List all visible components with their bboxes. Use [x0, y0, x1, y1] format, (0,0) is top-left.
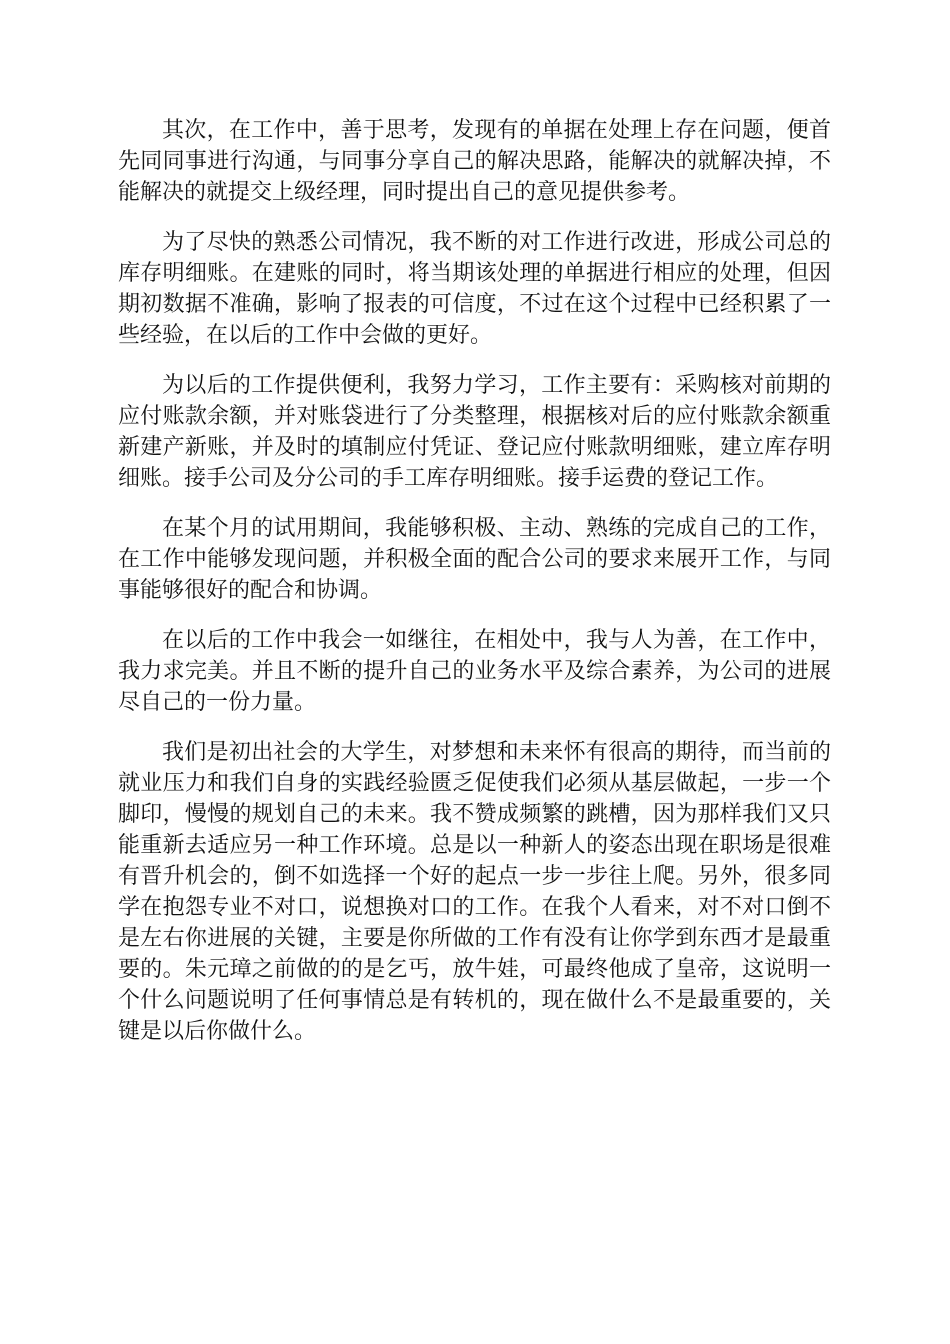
document-page [118, 115, 831, 1047]
paragraph-4: 在某个月的试用期间，我能够积极、主动、熟练的完成自己的工作，在工作中能够发现问题，并积极全面的配合公司的要求来展开工作，与同事能够很好的配合和协调。 [118, 516, 831, 603]
paragraph-2: 为了尽快的熟悉公司情况，我不断的对工作进行改进，形成公司总的库存明细账。在建账的同时，将当期该处理的单据进行相应的处理，但因期初数据不准确，影响了报表的可信度，不过在这个过程中已经积累了一些经验，在以后的工作中会做的更好。 [118, 230, 831, 348]
paragraph-5: 在以后的工作中我会一如继往，在相处中，我与人为善，在工作中，我力求完美。并且不断的提升自己的业务水平及综合素养，为公司的进展尽自己的一份力量。 [118, 628, 831, 715]
paragraph-3: 为以后的工作提供便利，我努力学习，工作主要有：采购核对前期的应付账款余额，并对账袋进行了分类整理，根据核对后的应付账款余额重新建产新账，并及时的填制应付凭证、登记应付账款明细账，建立库存明细账。接手公司及分公司的手工库存明细账。接手运费的登记工作。 [118, 373, 831, 491]
paragraph-6: 我们是初出社会的大学生，对梦想和未来怀有很高的期待，而当前的就业压力和我们自身的实践经验匮乏促使我们必须从基层做起，一步一个脚印，慢慢的规划自己的未来。我不赞成频繁的跳槽，因为那样我们又只能重新去适应另一种工作环境。总是以一种新人的姿态出现在职场是很难有晋升机会的，倒不如选择一个好的起点一步一步往上爬。另外，很多同学在抱怨专业不对口，说想换对口的工作。在我个人看来，对不对口倒不是左右你进展的关键，主要是你所做的工作有没有让你学到东西才是最重要的。朱元璋之前做的的是乞丐，放牛娃，可最终他成了皇帝，这说明一个什么问题说明了任何事情总是有转机的，现在做什么不是最重要的，关键是以后你做什么。 [118, 740, 831, 1044]
paragraph-1: 其次，在工作中，善于思考，发现有的单据在处理上存在问题，便首先同同事进行沟通，与同事分享自己的解决思路，能解决的就解决掉，不能解决的就提交上级经理，同时提出自己的意见提供参考。 [118, 118, 831, 205]
